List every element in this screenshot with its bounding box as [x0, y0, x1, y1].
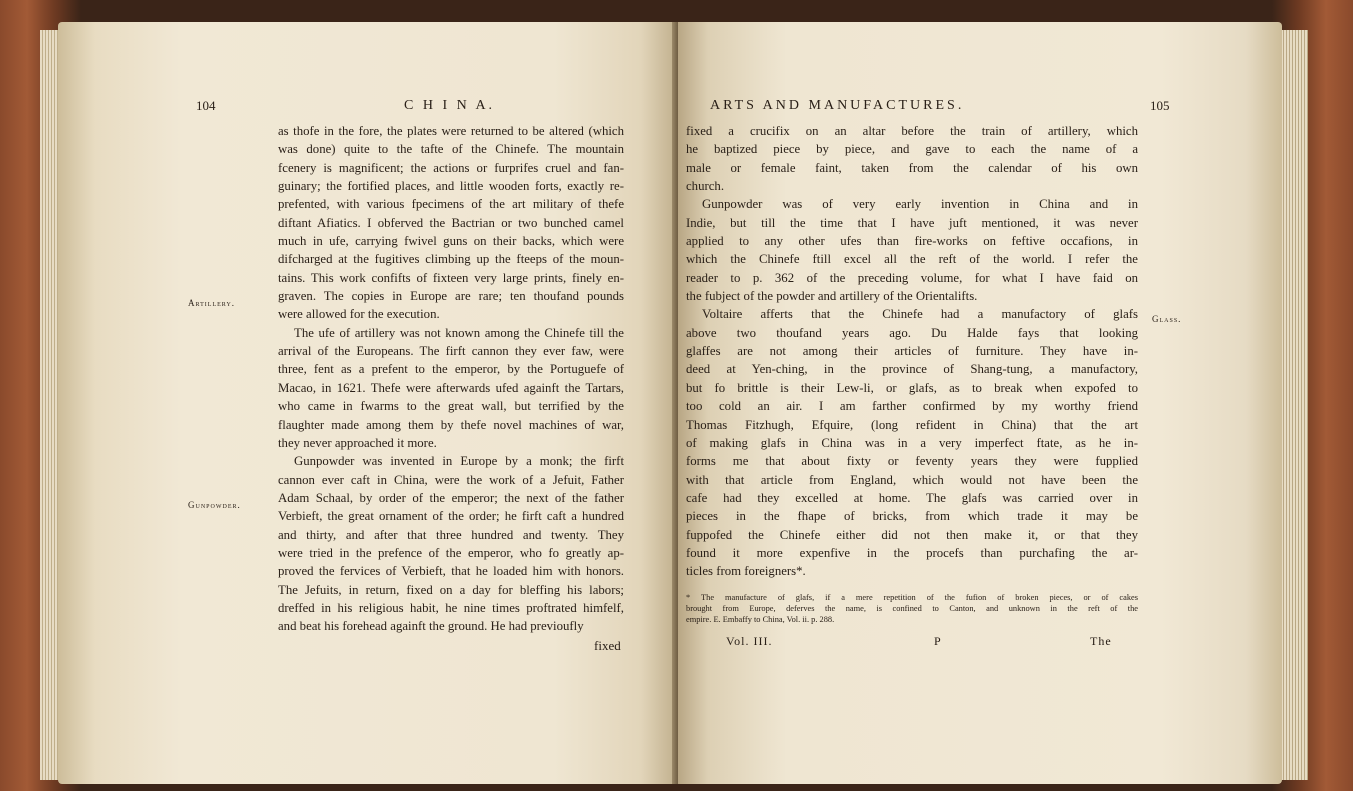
text-line: brought from Europe, deferves the name, is confined to Canton, and unknown in the reft of the — [686, 604, 1138, 613]
left-body-text — [278, 122, 624, 636]
text-line: forms me that about fixty or feventy years they were fupplied — [686, 454, 1138, 469]
text-line: he baptized piece by piece, and gave to each the name of a — [686, 142, 1138, 157]
text-line: guinary; the fortified places, and little wooden forts, exactly re- — [278, 179, 624, 194]
text-line: of making glafs in China was in a very imperfect ftate, as he in- — [686, 435, 1138, 450]
text-line: * The manufacture of glafs, if a mere repetition of the fufion of broken pieces, or of cakes — [686, 593, 1138, 602]
text-line: Gunpowder was of very early invention in China and in — [702, 197, 1138, 212]
text-line: male or female faint, taken from the calendar of his own — [686, 160, 1138, 175]
text-line: prefented, with various fpecimens of the art military of thefe — [278, 197, 624, 212]
text-line: empire. E. Embaffy to China, Vol. ii. p. 288. — [686, 615, 835, 624]
text-line: Macao, in 1621. Thefe were afterwards ufed againft the Tartars, — [278, 380, 624, 395]
text-line: The Jefuits, in return, fixed on a day for bleffing his labors; — [278, 582, 624, 597]
left-running-head: C H I N A. — [404, 98, 496, 113]
margin-note-gunpowder: Gunpowder. — [188, 500, 241, 510]
text-line: church. — [686, 179, 725, 194]
text-line: cafe had they excelled at home. The glafs was carried over in — [686, 490, 1138, 505]
text-line: were tried in the prefence of the emperor, who fo greatly ap- — [278, 545, 624, 560]
text-line: Verbieft, the great ornament of the order; he firft caft a hundred — [278, 509, 624, 524]
text-line: reader to p. 362 of the preceding volume, for what I have faid on — [686, 270, 1138, 285]
text-line: fuppofed the Chinefe either did not then make it, or that they — [686, 527, 1138, 542]
text-line: and beat his forehead againft the ground. He had previoufly — [278, 619, 584, 634]
text-line: too cold an air. I am farther confirmed by my worthy friend — [686, 399, 1138, 414]
footnote — [686, 592, 1138, 625]
text-line: fcenery is magnificent; the actions or furprifes cruel and fan- — [278, 160, 624, 175]
text-line: glaffes are not among their articles of furniture. They have in- — [686, 344, 1138, 359]
text-line: Voltaire afferts that the Chinefe had a manufactory of glafs — [702, 307, 1138, 322]
margin-note-artillery: Artillery. — [188, 298, 236, 308]
text-line: cannon ever caft in China, were the work of a Jefuit, Father — [278, 472, 624, 487]
text-line: as thofe in the fore, the plates were returned to be altered (which — [278, 124, 624, 138]
text-line: applied to any other ufes than fire-works on feftive occafions, in — [686, 234, 1138, 249]
left-page-number: 104 — [196, 98, 216, 113]
text-line: which the Chinefe ftill excel all the reft of the world. I refer the — [686, 252, 1138, 267]
text-line: deed at Yen-ching, in the province of Shang-tung, a manufactory, — [686, 362, 1138, 377]
left-page — [58, 22, 678, 784]
text-line: The ufe of artillery was not known among the Chinefe till the — [294, 325, 624, 340]
text-line: flaughter made among them by thefe novel machines of war, — [278, 417, 624, 432]
left-catchword: fixed — [594, 638, 621, 653]
text-line: fixed a crucifix on an altar before the train of artillery, which — [686, 124, 1138, 138]
text-line: above two thoufand years ago. Du Halde fays that looking — [686, 325, 1138, 340]
right-body-text — [686, 122, 1138, 581]
right-page-edges — [1278, 30, 1308, 780]
text-line: graven. The copies in Europe are rare; ten thoufand pounds — [278, 289, 624, 304]
text-line: pieces in the fhape of bricks, from which trade it may be — [686, 509, 1138, 524]
text-line: but fo brittle is their Lew-li, or glafs, as to break when expofed to — [686, 380, 1138, 395]
right-page — [678, 22, 1282, 784]
text-line: Adam Schaal, by order of the emperor; the next of the father — [278, 490, 624, 505]
text-line: arrival of the Europeans. The firft cannon they ever faw, were — [278, 344, 624, 359]
text-line: Indie, but till the time that I have juft mentioned, it was never — [686, 215, 1138, 230]
text-line: they never approached it more. — [278, 435, 437, 450]
text-line: the fubject of the powder and artillery of the Orientalifts. — [686, 289, 978, 304]
text-line: Thomas Fitzhugh, Efquire, (long refident in China) that the art — [686, 417, 1138, 432]
text-line: difcharged at the fugitives climbing up the fteeps of the moun- — [278, 252, 624, 267]
right-page-number: 105 — [1150, 98, 1170, 113]
text-line: was done) quite to the tafte of the Chinefe. The mountain — [278, 142, 624, 157]
text-line: and thirty, and after that three hundred and twenty. They — [278, 527, 624, 542]
text-line: tains. This work confifts of fixteen very large prints, finely en- — [278, 270, 624, 285]
text-line: found it more expenfive in the procefs than purchafing the ar- — [686, 545, 1138, 560]
text-line: were allowed for the execution. — [278, 307, 440, 322]
text-line: with that article from England, which would not have been the — [686, 472, 1138, 487]
text-line: who came in fwarms to the great wall, but terrified by the — [278, 399, 624, 414]
right-catchword: The — [1090, 634, 1112, 648]
text-line: ticles from foreigners*. — [686, 564, 806, 579]
text-line: dreffed in his religious habit, he nine times proftrated himfelf, — [278, 600, 624, 615]
text-line: Gunpowder was invented in Europe by a monk; the firft — [294, 454, 624, 469]
margin-note-glass: Glass. — [1152, 314, 1182, 324]
signature-volume: Vol. III. — [726, 634, 773, 648]
right-running-head: ARTS AND MANUFACTURES. — [710, 98, 965, 113]
text-line: much in ufe, carrying fwivel guns on their backs, which were — [278, 234, 624, 249]
signature-mark: P — [934, 634, 942, 648]
text-line: diftant Afiatics. I obferved the Bactrian or two bunched camel — [278, 215, 624, 230]
text-line: proved the fervices of Verbieft, that he loaded him with honors. — [278, 564, 624, 579]
text-line: three, fent as a prefent to the emperor, by the Portuguefe of — [278, 362, 624, 377]
